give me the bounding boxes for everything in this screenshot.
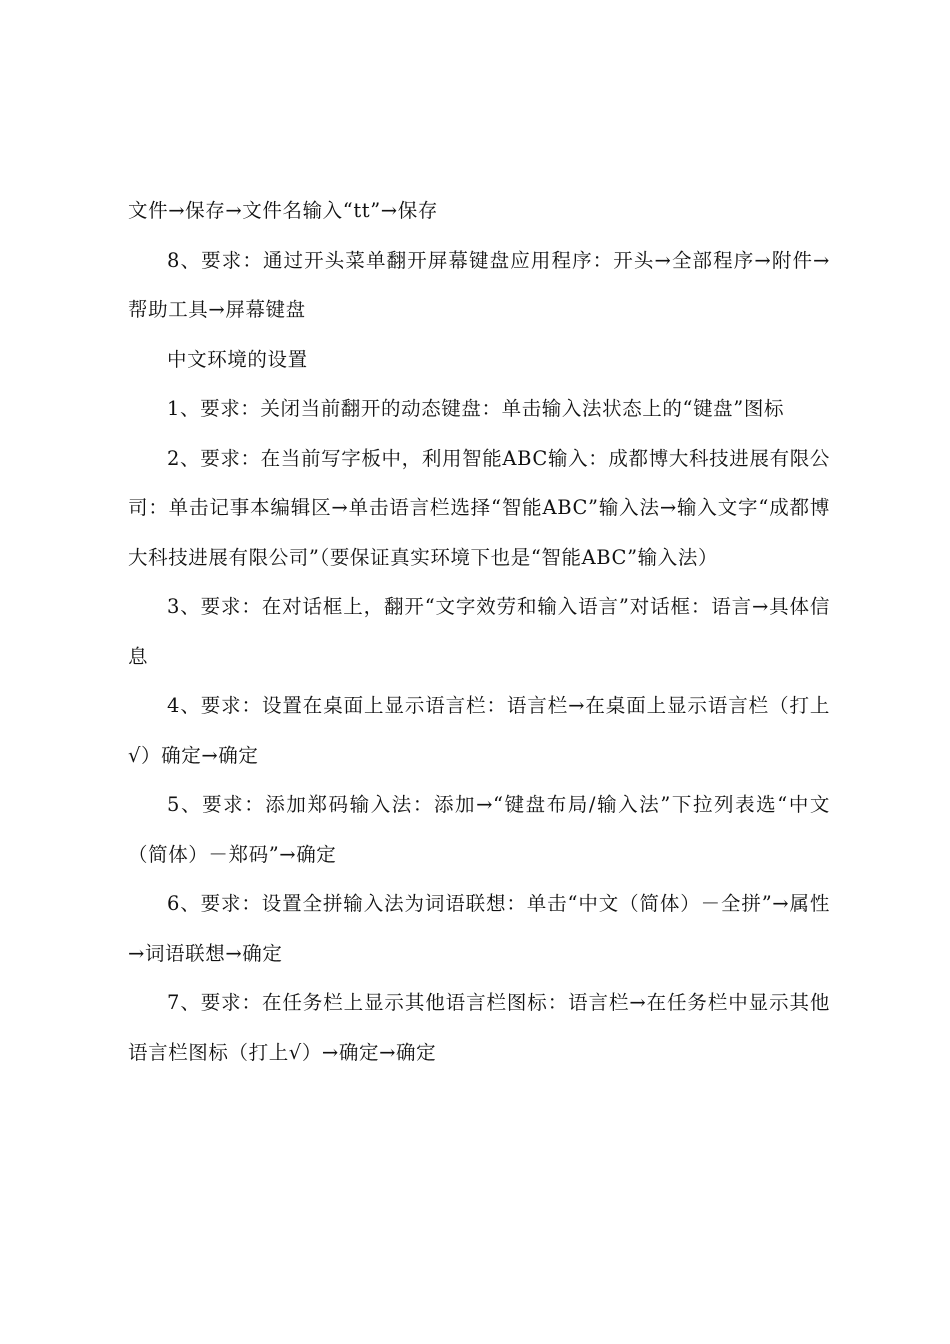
paragraph-item-7: 7、要求：在任务栏上显示其他语言栏图标：语言栏→在任务栏中显示其他语言栏图标（打上√）→确定→确定	[128, 991, 830, 1064]
paragraph-item-2: 2、要求：在当前写字板中，利用智能ABC输入：成都博大科技进展有限公司：单击记事本编辑区→单击语言栏选择“智能ABC”输入法→输入文字“成都博大科技进展有限公司”（要保证真实环境下也是“智能ABC”输入法）	[128, 446, 830, 569]
paragraph-item-8: 8、要求：通过开头菜单翻开屏幕键盘应用程序：开头→全部程序→附件→帮助工具→屏幕键盘	[128, 248, 830, 321]
paragraph-item-6: 6、要求：设置全拼输入法为词语联想：单击“中文（简体）－全拼”→属性→词语联想→确定	[128, 892, 830, 965]
paragraph-item-1: 1、要求：关闭当前翻开的动态键盘：单击输入法状态上的“键盘”图标	[167, 397, 785, 420]
paragraph-item-3: 3、要求：在对话框上，翻开“文字效劳和输入语言”对话框：语言→具体信息	[128, 595, 830, 668]
document-body	[128, 186, 830, 1077]
paragraph-continuation: 文件→保存→文件名输入“tt”→保存	[128, 199, 438, 222]
section-heading: 中文环境的设置	[167, 347, 308, 371]
paragraph-item-4: 4、要求：设置在桌面上显示语言栏：语言栏→在桌面上显示语言栏（打上√）确定→确定	[128, 694, 830, 767]
paragraph-item-5: 5、要求：添加郑码输入法：添加→“键盘布局/输入法”下拉列表选“中文（简体）－郑码”→确定	[128, 793, 830, 866]
